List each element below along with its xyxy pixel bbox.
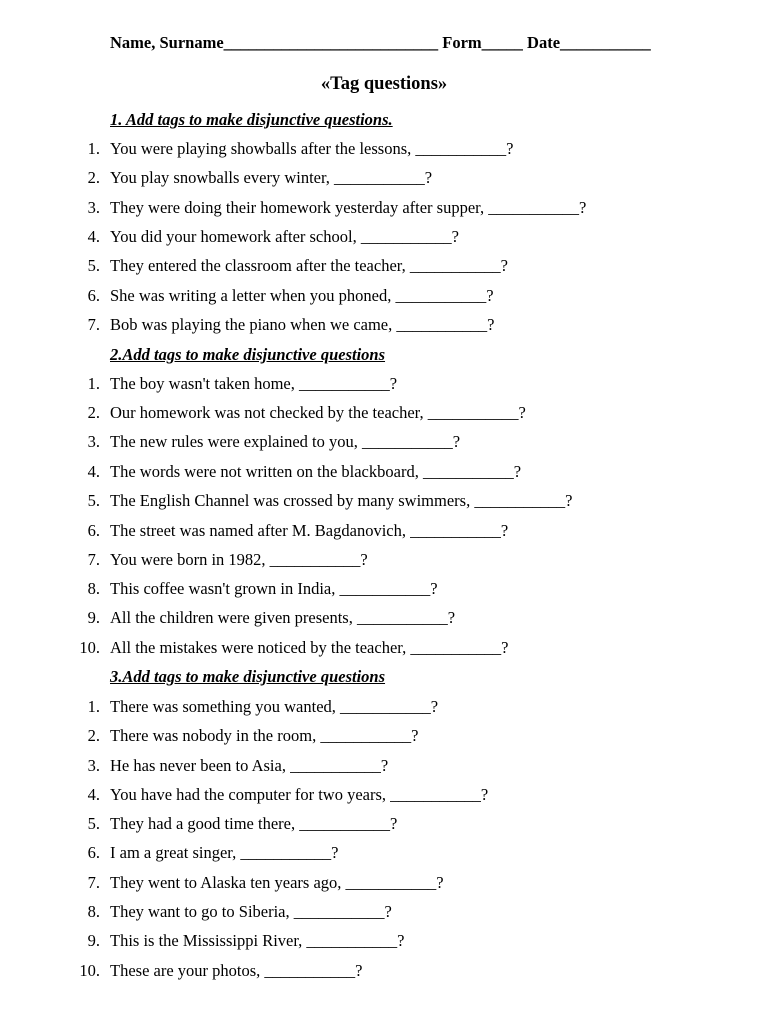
exercise-item: [0, 961, 768, 983]
exercise-item: [0, 608, 768, 630]
item-text: You were playing showballs after the lessons, ___________?: [110, 139, 514, 158]
item-number: 3.: [87, 756, 100, 775]
exercise-item: [0, 579, 768, 601]
item-text: I am a great singer, ___________?: [110, 843, 339, 862]
item-text: There was something you wanted, ___________?: [110, 697, 439, 716]
item-text: The new rules were explained to you, ___________?: [110, 432, 461, 451]
student-info-line: Name, Surname__________________________ Form_____ Date___________: [110, 33, 651, 52]
item-number: 4.: [87, 227, 100, 246]
item-number: 6.: [87, 286, 100, 305]
item-number: 1.: [87, 139, 100, 158]
item-number: 4.: [87, 462, 100, 481]
item-number: 3.: [87, 198, 100, 217]
exercise-item: [0, 198, 768, 220]
item-number: 1.: [87, 374, 100, 393]
section-1-heading: 1. Add tags to make disjunctive questions.: [110, 110, 393, 129]
exercise-item: [0, 873, 768, 895]
item-text: You were born in 1982, ___________?: [110, 550, 368, 569]
exercise-item: [0, 227, 768, 249]
item-text: These are your photos, ___________?: [110, 961, 363, 980]
exercise-item: [0, 403, 768, 425]
item-number: 5.: [87, 814, 100, 833]
exercise-item: [0, 315, 768, 337]
item-text: The street was named after M. Bagdanovich, ___________?: [110, 521, 509, 540]
exercise-item: [0, 256, 768, 278]
item-number: 2.: [87, 726, 100, 745]
exercise-item: [0, 374, 768, 396]
section-3-heading: 3.Add tags to make disjunctive questions: [110, 667, 386, 686]
item-number: 6.: [87, 843, 100, 862]
exercise-item: [0, 286, 768, 308]
item-text: Bob was playing the piano when we came, ___________?: [110, 315, 495, 334]
item-text: The English Channel was crossed by many swimmers, ___________?: [110, 491, 573, 510]
item-text: You did your homework after school, ___________?: [110, 227, 459, 246]
exercise-item: [0, 697, 768, 719]
item-number: 8.: [87, 579, 100, 598]
item-text: The words were not written on the blackboard, ___________?: [110, 462, 522, 481]
item-text: Our homework was not checked by the teacher, ___________?: [110, 403, 526, 422]
item-text: He has never been to Asia, ___________?: [110, 756, 389, 775]
item-number: 3.: [87, 432, 100, 451]
item-text: They entered the classroom after the teacher, ___________?: [110, 256, 508, 275]
exercise-item: [0, 931, 768, 953]
item-number: 9.: [87, 608, 100, 627]
page-title: «Tag questions»: [320, 74, 448, 94]
item-text: They had a good time there, ___________?: [110, 814, 398, 833]
exercise-item: [0, 432, 768, 454]
item-text: The boy wasn't taken home, ___________?: [110, 374, 398, 393]
item-number: 8.: [87, 902, 100, 921]
item-text: This coffee wasn't grown in India, ___________?: [110, 579, 438, 598]
item-text: This is the Mississippi River, ___________?: [110, 931, 405, 950]
item-number: 7.: [87, 315, 100, 334]
item-number: 9.: [87, 931, 100, 950]
item-text: All the children were given presents, ___________?: [110, 608, 456, 627]
item-text: She was writing a letter when you phoned, ___________?: [110, 286, 494, 305]
exercise-item: [0, 902, 768, 924]
item-number: 2.: [87, 168, 100, 187]
item-number: 2.: [87, 403, 100, 422]
item-number: 1.: [87, 697, 100, 716]
item-text: All the mistakes were noticed by the teacher, ___________?: [110, 638, 509, 657]
item-text: You have had the computer for two years, ___________?: [110, 785, 489, 804]
item-text: There was nobody in the room, ___________?: [110, 726, 419, 745]
exercise-item: [0, 521, 768, 543]
item-number: 4.: [87, 785, 100, 804]
exercise-item: [0, 550, 768, 572]
item-number: 6.: [87, 521, 100, 540]
exercise-item: [0, 785, 768, 807]
item-number: 10.: [79, 961, 100, 980]
item-text: They were doing their homework yesterday after supper, ___________?: [110, 198, 587, 217]
exercise-item: [0, 638, 768, 660]
item-text: They want to go to Siberia, ___________?: [110, 902, 392, 921]
item-number: 7.: [87, 550, 100, 569]
exercise-item: [0, 491, 768, 513]
item-text: You play snowballs every winter, ___________?: [110, 168, 433, 187]
item-number: 5.: [87, 491, 100, 510]
exercise-item: [0, 843, 768, 865]
exercise-item: [0, 814, 768, 836]
item-number: 5.: [87, 256, 100, 275]
exercise-item: [0, 726, 768, 748]
section-2-heading: 2.Add tags to make disjunctive questions: [110, 345, 386, 364]
exercise-item: [0, 756, 768, 778]
exercise-item: [0, 168, 768, 190]
item-text: They went to Alaska ten years ago, ___________?: [110, 873, 444, 892]
exercise-item: [0, 139, 768, 161]
item-number: 10.: [79, 638, 100, 657]
exercise-item: [0, 462, 768, 484]
item-number: 7.: [87, 873, 100, 892]
